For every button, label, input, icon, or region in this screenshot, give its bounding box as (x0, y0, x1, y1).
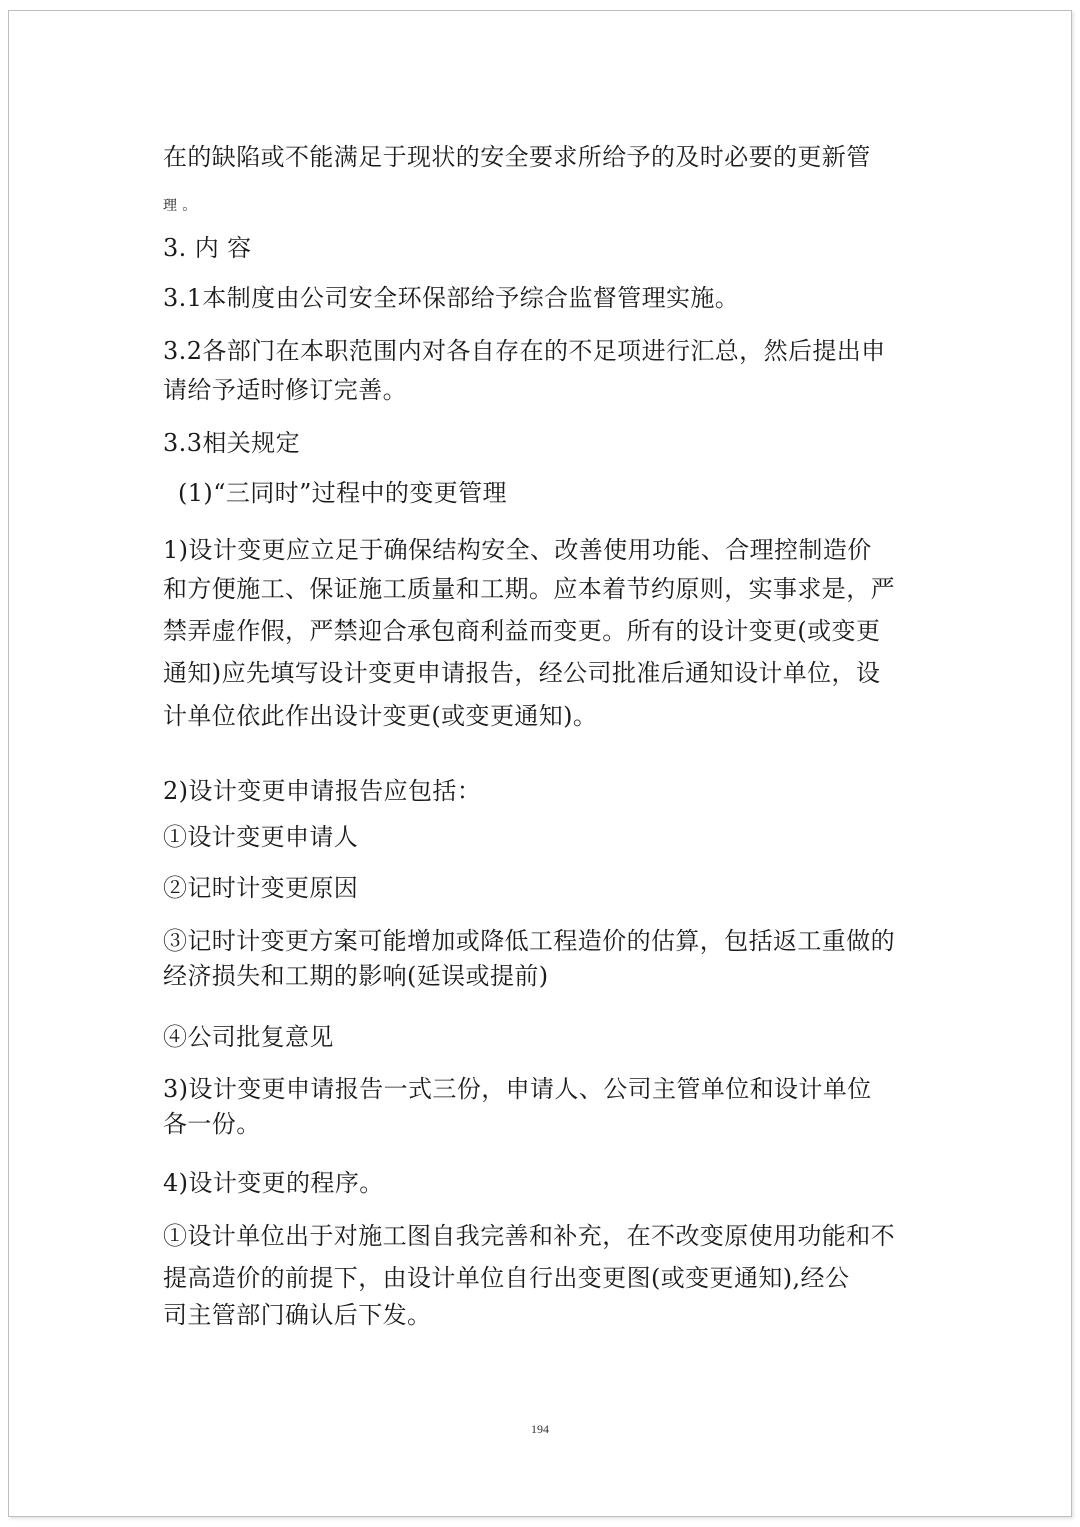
text-line: 禁弄虚作假，严禁迎合承包商利益而变更。所有的设计变更(或变更 (163, 617, 881, 645)
text-line: 1)设计变更应立足于确保结构安全、改善使用功能、合理控制造价 (163, 536, 872, 564)
text-line: 司主管部门确认后下发。 (163, 1301, 432, 1329)
text-line: (1)“三同时”过程中的变更管理 (178, 479, 507, 507)
text-line: 3.2各部门在本职范围内对各自存在的不足项进行汇总，然后提出申 (163, 337, 886, 365)
text-line: 4)设计变更的程序。 (163, 1169, 384, 1197)
text-line: 经济损失和工期的影响(延误或提前) (163, 962, 549, 990)
list-item: ②记时计变更原因 (163, 874, 359, 902)
text-line: 和方便施工、保证施工质量和工期。应本着节约原则，实事求是，严 (163, 575, 895, 603)
text-line: 各一份。 (163, 1110, 261, 1138)
list-item: ④公司批复意见 (163, 1023, 334, 1051)
text-line: 计单位依此作出设计变更(或变更通知)。 (163, 702, 598, 730)
list-item: ③记时计变更方案可能增加或降低工程造价的估算，包括返工重做的 (163, 927, 895, 955)
text-line: 提高造价的前提下，由设计单位自行出变更图(或变更通知),经公 (163, 1264, 850, 1292)
text-line: 在的缺陷或不能满足于现状的安全要求所给予的及时必要的更新管 (163, 143, 871, 171)
text-line: 3.1本制度由公司安全环保部给予综合监督管理实施。 (163, 284, 740, 312)
page-number: 194 (531, 1422, 549, 1436)
list-item: ①设计变更申请人 (163, 823, 359, 851)
text-line: 请给予适时修订完善。 (163, 376, 407, 404)
list-item: ①设计单位出于对施工图自我完善和补充，在不改变原使用功能和不 (163, 1222, 895, 1250)
text-line: 3)设计变更申请报告一式三份，申请人、公司主管单位和设计单位 (163, 1075, 872, 1103)
section-heading: 3. 内 容 (163, 234, 252, 262)
text-line: 2)设计变更申请报告应包括： (163, 777, 482, 805)
text-line: 通知)应先填写设计变更申请报告，经公司批准后通知设计单位，设 (163, 659, 881, 687)
text-line: 理 。 (163, 198, 197, 214)
subsection-heading: 3.3相关规定 (163, 429, 300, 457)
